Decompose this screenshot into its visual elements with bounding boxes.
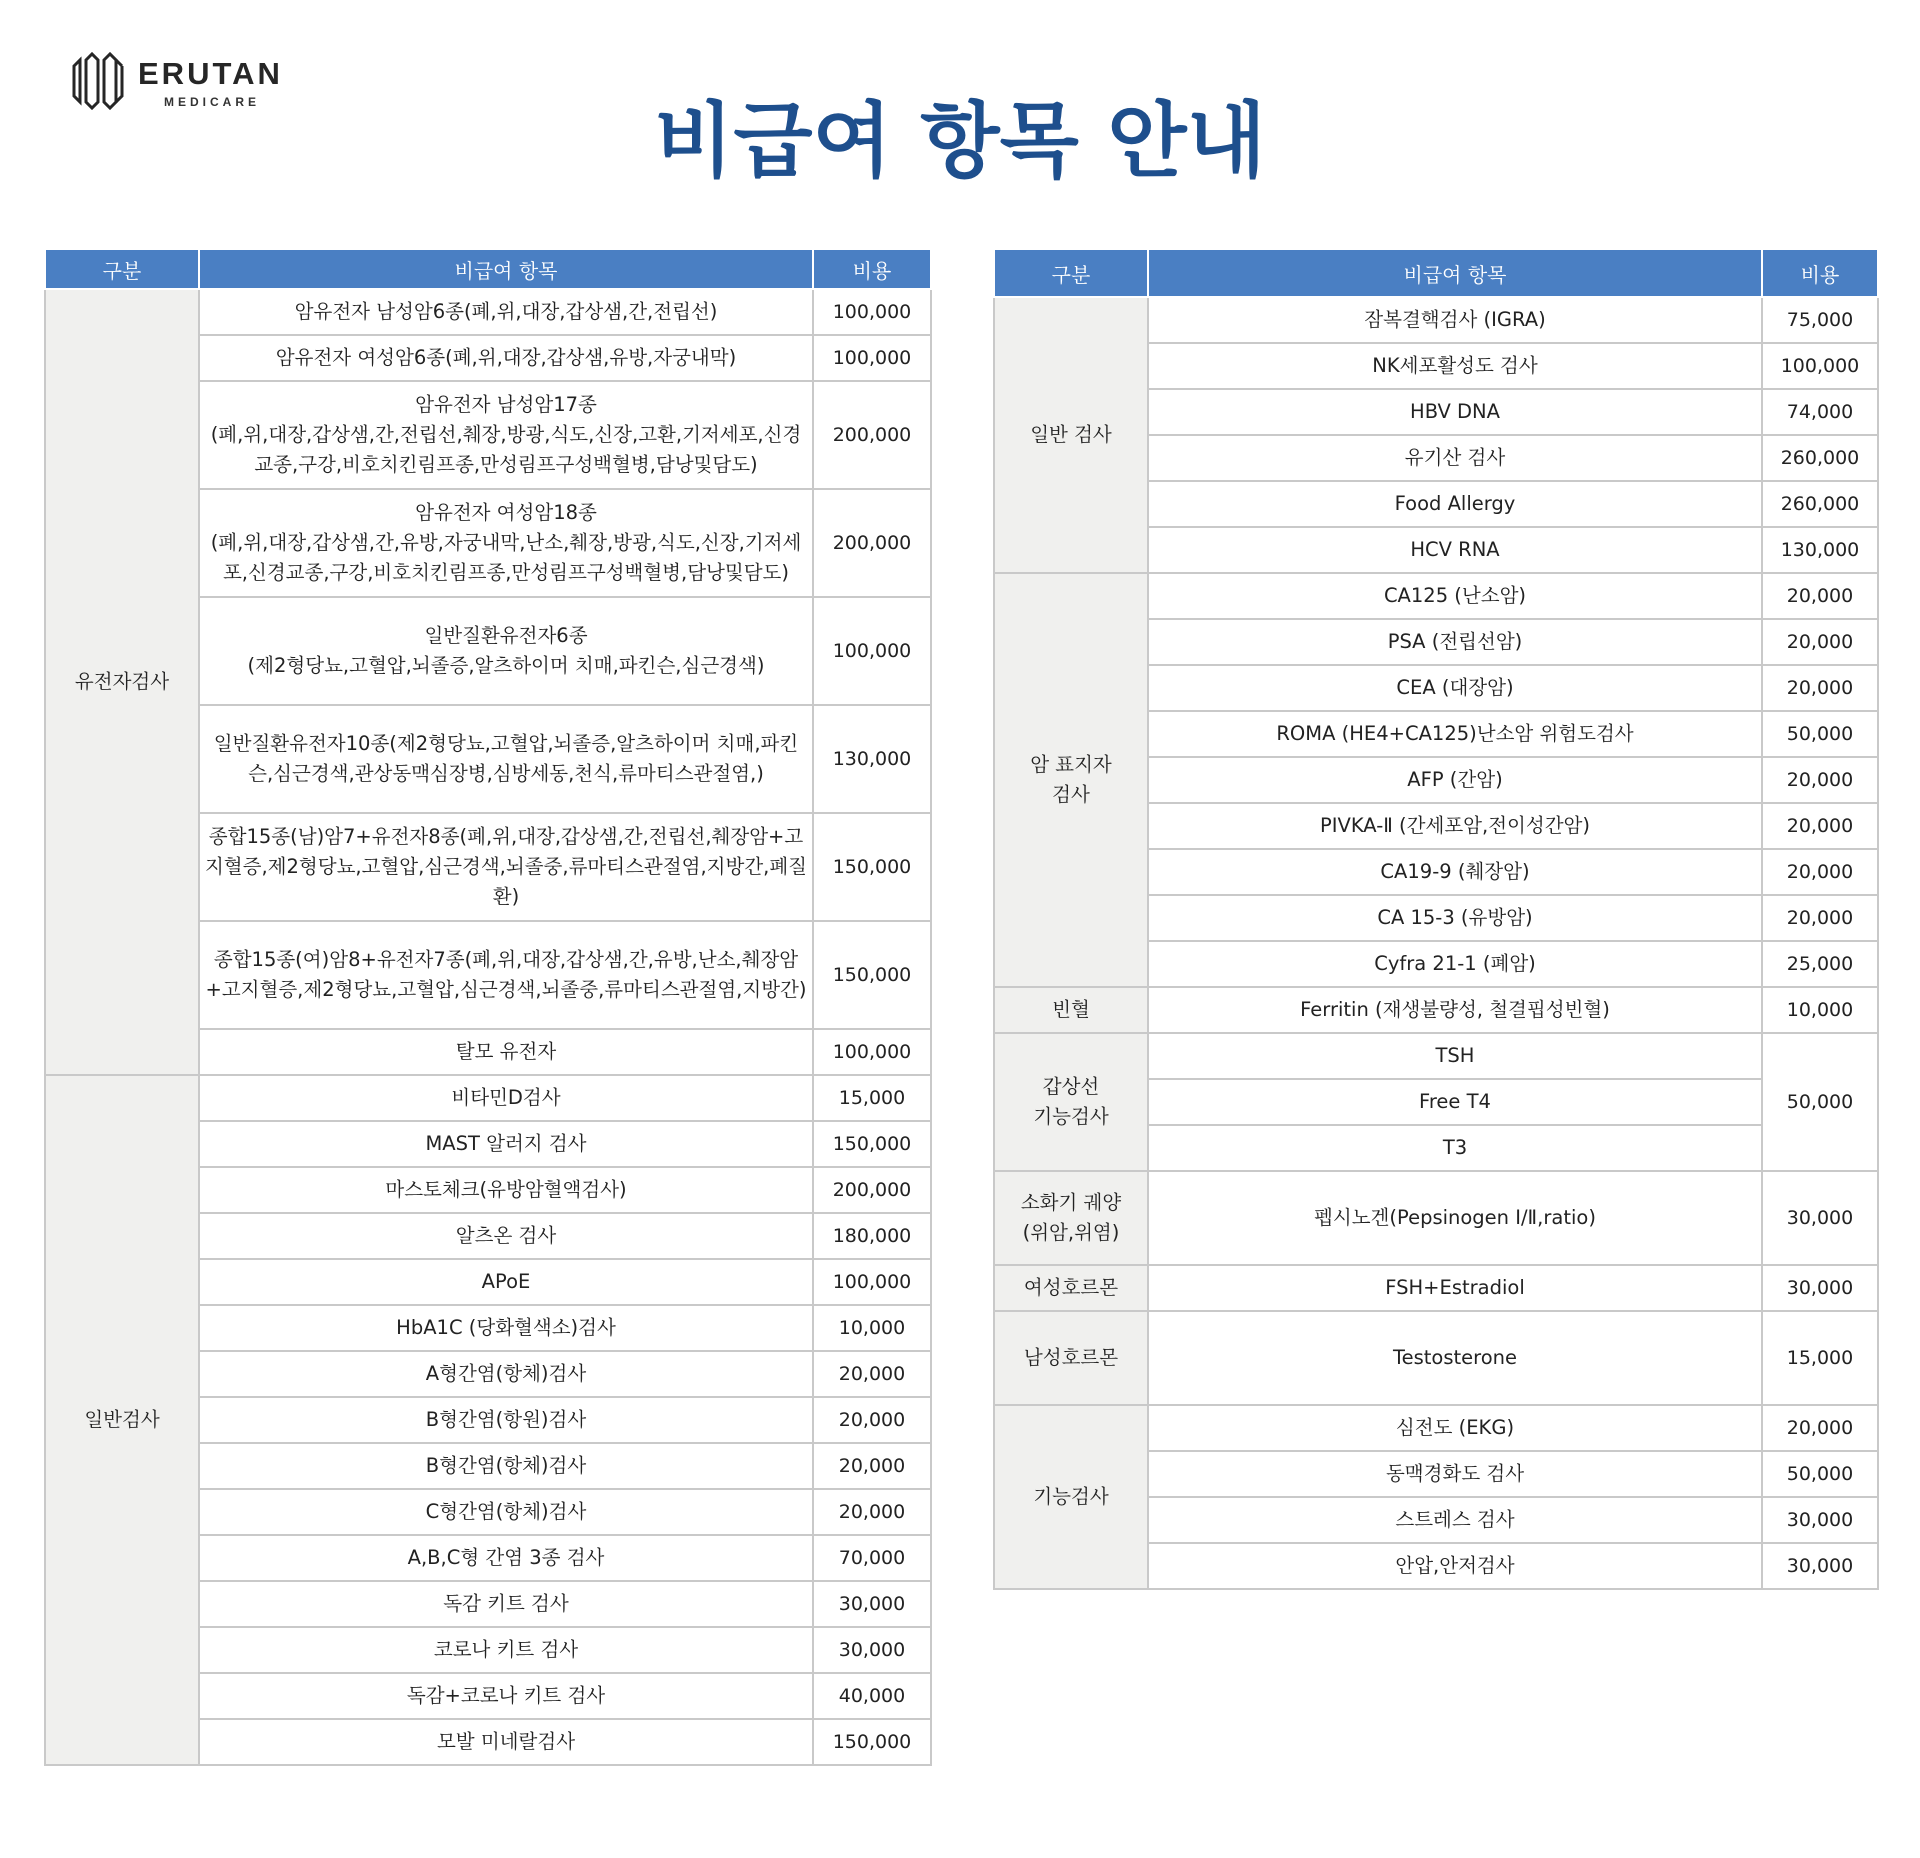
header-item: 비급여 항목 (199, 249, 813, 289)
table-row (994, 987, 1878, 1033)
item-cell: NK세포활성도 검사 (1148, 343, 1762, 389)
table-row (994, 1405, 1878, 1451)
item-cell: ROMA (HE4+CA125)난소암 위험도검사 (1148, 711, 1762, 757)
brand-subtitle: MEDICARE (164, 95, 261, 109)
cost-cell: 30,000 (813, 1581, 931, 1627)
category-digestive-ulcer: 소화기 궤양 (위암,위염) (994, 1171, 1148, 1265)
cost-cell: 20,000 (1762, 573, 1878, 619)
cost-cell: 260,000 (1762, 435, 1878, 481)
item-cell: 암유전자 남성암6종(폐,위,대장,갑상샘,간,전립선) (199, 289, 813, 335)
cost-cell: 100,000 (813, 335, 931, 381)
item-cell: 펩시노겐(Pepsinogen Ⅰ/Ⅱ,ratio) (1148, 1171, 1762, 1265)
cost-cell: 20,000 (1762, 757, 1878, 803)
table-row (45, 1075, 931, 1121)
header-category: 구분 (45, 249, 199, 289)
cost-cell: 20,000 (1762, 1405, 1878, 1451)
item-cell: 암유전자 남성암17종 (폐,위,대장,갑상샘,간,전립선,췌장,방광,식도,신장,고환,기저세포,신경교종,구강,비호치킨림프종,만성림프구성백혈병,담낭및담도) (199, 381, 813, 489)
cost-cell: 200,000 (813, 489, 931, 597)
item-cell: FSH+Estradiol (1148, 1265, 1762, 1311)
table-row (994, 1033, 1878, 1079)
cost-cell: 20,000 (1762, 895, 1878, 941)
header-cost: 비용 (1762, 249, 1878, 297)
item-cell: AFP (간암) (1148, 757, 1762, 803)
cost-cell: 15,000 (1762, 1311, 1878, 1405)
item-cell: Food Allergy (1148, 481, 1762, 527)
cost-cell: 20,000 (1762, 665, 1878, 711)
item-cell: 독감+코로나 키트 검사 (199, 1673, 813, 1719)
item-cell: HBV DNA (1148, 389, 1762, 435)
cost-cell: 150,000 (813, 921, 931, 1029)
item-cell: 코로나 키트 검사 (199, 1627, 813, 1673)
category-function-test: 기능검사 (994, 1405, 1148, 1589)
table-row (994, 297, 1878, 343)
cost-cell: 74,000 (1762, 389, 1878, 435)
cost-cell: 100,000 (813, 597, 931, 705)
item-cell: CEA (대장암) (1148, 665, 1762, 711)
item-cell: Ferritin (재생불량성, 철결핍성빈혈) (1148, 987, 1762, 1033)
item-cell: A,B,C형 간염 3종 검사 (199, 1535, 813, 1581)
item-cell: 일반질환유전자6종 (제2형당뇨,고혈압,뇌졸증,알츠하이머 치매,파킨슨,심근경색) (199, 597, 813, 705)
item-cell: CA125 (난소암) (1148, 573, 1762, 619)
cost-cell: 200,000 (813, 1167, 931, 1213)
item-cell: 동맥경화도 검사 (1148, 1451, 1762, 1497)
item-cell: CA 15-3 (유방암) (1148, 895, 1762, 941)
cost-cell: 30,000 (1762, 1265, 1878, 1311)
cost-cell: 10,000 (1762, 987, 1878, 1033)
cost-cell: 30,000 (813, 1627, 931, 1673)
cost-cell: 20,000 (1762, 803, 1878, 849)
cost-cell: 10,000 (813, 1305, 931, 1351)
cost-cell: 100,000 (813, 1029, 931, 1075)
category-general-test: 일반 검사 (994, 297, 1148, 573)
category-female-hormone: 여성호르몬 (994, 1265, 1148, 1311)
item-cell: PSA (전립선암) (1148, 619, 1762, 665)
category-genetic-test: 유전자검사 (45, 289, 199, 1075)
item-cell: CA19-9 (췌장암) (1148, 849, 1762, 895)
item-cell: 마스토체크(유방암혈액검사) (199, 1167, 813, 1213)
cost-cell: 130,000 (813, 705, 931, 813)
category-general-test: 일반검사 (45, 1075, 199, 1765)
cost-cell: 30,000 (1762, 1543, 1878, 1589)
cost-cell: 150,000 (813, 1121, 931, 1167)
item-cell: 종합15종(남)암7+유전자8종(폐,위,대장,갑상샘,간,전립선,췌장암+고지혈증,제2형당뇨,고혈압,심근경색,뇌졸중,류마티스관절염,지방간,폐질환) (199, 813, 813, 921)
item-cell: T3 (1148, 1125, 1762, 1171)
table-row (994, 1171, 1878, 1265)
cost-cell: 100,000 (1762, 343, 1878, 389)
item-cell: B형간염(항원)검사 (199, 1397, 813, 1443)
item-cell: Cyfra 21-1 (폐암) (1148, 941, 1762, 987)
item-cell: 안압,안저검사 (1148, 1543, 1762, 1589)
table-row (994, 1311, 1878, 1405)
cost-cell: 20,000 (1762, 849, 1878, 895)
table-header-row (45, 249, 931, 289)
header-item: 비급여 항목 (1148, 249, 1762, 297)
cost-cell: 30,000 (1762, 1171, 1878, 1265)
item-cell: Free T4 (1148, 1079, 1762, 1125)
table-row (994, 573, 1878, 619)
cost-cell: 180,000 (813, 1213, 931, 1259)
cost-cell: 20,000 (813, 1397, 931, 1443)
header-category: 구분 (994, 249, 1148, 297)
item-cell: 탈모 유전자 (199, 1029, 813, 1075)
cost-cell: 40,000 (813, 1673, 931, 1719)
cost-cell: 30,000 (1762, 1497, 1878, 1543)
cost-cell: 150,000 (813, 813, 931, 921)
item-cell: HCV RNA (1148, 527, 1762, 573)
cost-cell: 20,000 (1762, 619, 1878, 665)
cost-cell: 260,000 (1762, 481, 1878, 527)
item-cell: 암유전자 여성암6종(폐,위,대장,갑상샘,유방,자궁내막) (199, 335, 813, 381)
cost-cell: 100,000 (813, 1259, 931, 1305)
item-cell: APoE (199, 1259, 813, 1305)
cost-cell: 100,000 (813, 289, 931, 335)
cost-cell: 50,000 (1762, 1033, 1878, 1171)
cost-cell: 150,000 (813, 1719, 931, 1765)
category-tumor-marker: 암 표지자 검사 (994, 573, 1148, 987)
left-price-table (44, 248, 932, 1766)
table-row (994, 1265, 1878, 1311)
item-cell: 심전도 (EKG) (1148, 1405, 1762, 1451)
cost-cell: 200,000 (813, 381, 931, 489)
item-cell: PIVKA-Ⅱ (간세포암,전이성간암) (1148, 803, 1762, 849)
item-cell: C형간염(항체)검사 (199, 1489, 813, 1535)
item-cell: 잠복결핵검사 (IGRA) (1148, 297, 1762, 343)
item-cell: MAST 알러지 검사 (199, 1121, 813, 1167)
page-title: 비급여 항목 안내 (654, 94, 1266, 189)
cost-cell: 50,000 (1762, 1451, 1878, 1497)
item-cell: 유기산 검사 (1148, 435, 1762, 481)
cost-cell: 15,000 (813, 1075, 931, 1121)
header-cost: 비용 (813, 249, 931, 289)
cost-cell: 25,000 (1762, 941, 1878, 987)
item-cell: 알츠온 검사 (199, 1213, 813, 1259)
cost-cell: 50,000 (1762, 711, 1878, 757)
cost-cell: 20,000 (813, 1443, 931, 1489)
item-cell: 종합15종(여)암8+유전자7종(폐,위,대장,갑상샘,간,유방,난소,췌장암+고지혈증,제2형당뇨,고혈압,심근경색,뇌졸중,류마티스관절염,지방간) (199, 921, 813, 1029)
item-cell: 암유전자 여성암18종 (폐,위,대장,갑상샘,간,유방,자궁내막,난소,췌장,방광,식도,신장,기저세포,신경교종,구강,비호치킨림프종,만성림프구성백혈병,담낭및담도) (199, 489, 813, 597)
cost-cell: 70,000 (813, 1535, 931, 1581)
category-male-hormone: 남성호르몬 (994, 1311, 1148, 1405)
item-cell: HbA1C (당화혈색소)검사 (199, 1305, 813, 1351)
item-cell: TSH (1148, 1033, 1762, 1079)
cost-cell: 20,000 (813, 1489, 931, 1535)
item-cell: Testosterone (1148, 1311, 1762, 1405)
right-price-table (993, 248, 1879, 1590)
category-thyroid: 갑상선 기능검사 (994, 1033, 1148, 1171)
cost-cell: 20,000 (813, 1351, 931, 1397)
item-cell: 독감 키트 검사 (199, 1581, 813, 1627)
item-cell: B형간염(항체)검사 (199, 1443, 813, 1489)
item-cell: 모발 미네랄검사 (199, 1719, 813, 1765)
cost-cell: 130,000 (1762, 527, 1878, 573)
cost-cell: 75,000 (1762, 297, 1878, 343)
category-anemia: 빈혈 (994, 987, 1148, 1033)
table-header-row (994, 249, 1878, 297)
item-cell: 비타민D검사 (199, 1075, 813, 1121)
item-cell: 스트레스 검사 (1148, 1497, 1762, 1543)
brand-name: ERUTAN (138, 56, 283, 91)
item-cell: A형간염(항체)검사 (199, 1351, 813, 1397)
table-row (45, 289, 931, 335)
item-cell: 일반질환유전자10종(제2형당뇨,고혈압,뇌졸증,알츠하이머 치매,파킨슨,심근경색,관상동맥심장병,심방세동,천식,류마티스관절염,) (199, 705, 813, 813)
